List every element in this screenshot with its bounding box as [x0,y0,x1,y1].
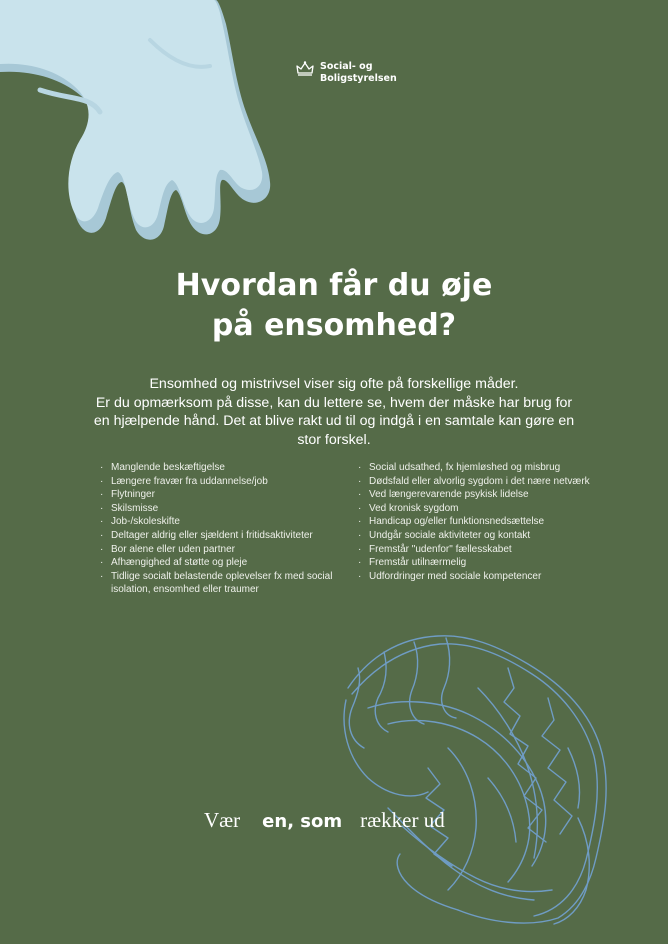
list-item: · Tidlige socialt belastende oplevelser fx med social isolation, ensomhed eller traumer [100,570,350,597]
tagline-part-1: Vær [204,808,241,832]
list-item: · Handicap og/eller funktionsnedsættelse [358,515,628,529]
list-item: · Job-/skoleskifte [100,515,350,529]
list-item: · Fremstår "udenfor" fællesskabet [358,543,628,557]
risk-factors-list-right [358,461,628,583]
list-item: · Manglende beskæftigelse [100,461,350,475]
intro-line-4: stor forskel. [297,431,371,448]
reaching-hand-illustration [0,0,300,250]
crown-icon [296,61,314,77]
risk-factors-list-left [100,461,350,597]
list-item: · Fremstår utilnærmelig [358,556,628,570]
sketched-hand-illustration [328,628,628,928]
list-item: · Dødsfald eller alvorlig sygdom i det nære netværk [358,475,628,489]
logo-line-1: Social- og [320,61,373,72]
list-item: · Deltager aldrig eller sjældent i fritidsaktiviteter [100,529,350,543]
tagline-part-2: en, som [262,811,343,832]
intro-line-3: en hjælpende hånd. Det at blive rakt ud til og indgå i en samtale kan gøre en [93,413,575,429]
logo-text [320,61,397,85]
intro-paragraph [50,375,618,449]
list-item: · Længere fravær fra uddannelse/job [100,475,350,489]
list-item: · Skilsmisse [100,502,350,516]
page-title [0,266,668,346]
list-item: · Afhængighed af støtte og pleje [100,556,350,570]
list-item: · Bor alene eller uden partner [100,543,350,557]
logo-line-2: Boligstyrelsen [320,73,397,84]
headline-line-1: Hvordan får du øje [175,268,493,303]
list-item: · Ved kronisk sygdom [358,502,628,516]
list-item: · Social udsathed, fx hjemløshed og misbrug [358,461,628,475]
list-item: · Undgår sociale aktiviteter og kontakt [358,529,628,543]
list-item: · Flytninger [100,488,350,502]
list-item: · Ved længerevarende psykisk lidelse [358,488,628,502]
headline-line-2: på ensomhed? [211,308,457,343]
intro-line-1: Ensomhed og mistrivsel viser sig ofte på forskellige måder. [149,376,519,392]
tagline [204,808,445,833]
intro-line-2: Er du opmærksom på disse, kan du lettere se, hvem der måske har brug for [95,394,573,411]
list-item: · Udfordringer med sociale kompetencer [358,570,628,584]
agency-logo[interactable] [296,61,397,85]
tagline-part-3: rækker ud [360,808,445,832]
